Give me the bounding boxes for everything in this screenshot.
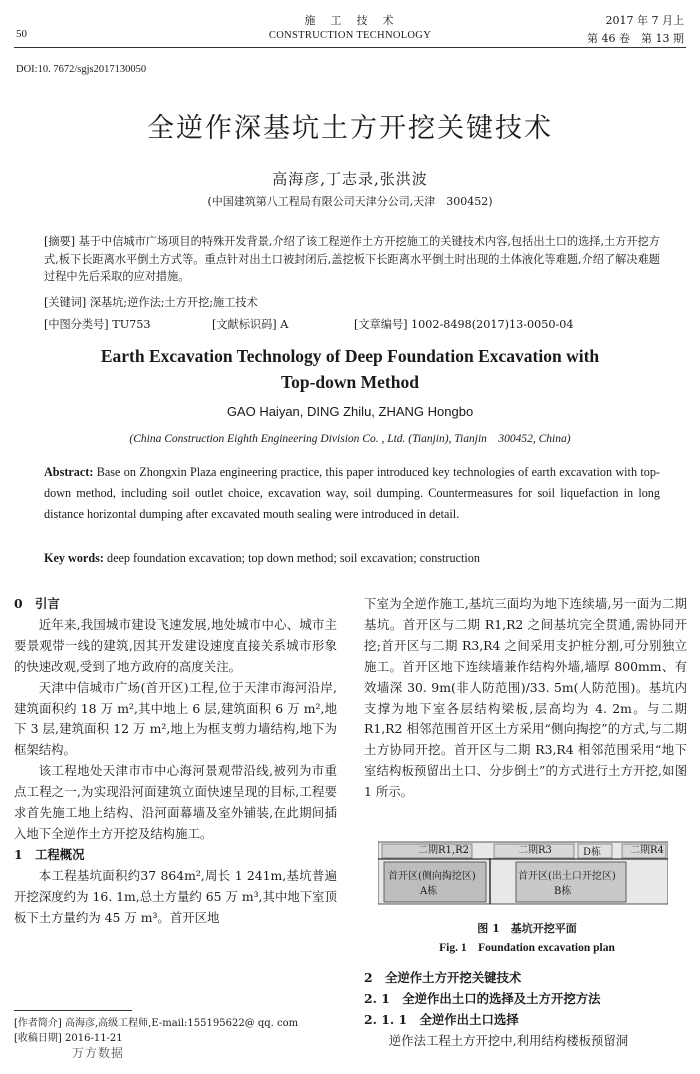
abstract-cn-label: [摘要] [44,235,76,248]
label-building-a: A栋 [420,886,438,897]
authors-cn: 高海彦,丁志录,张洪波 [272,170,428,188]
article-label: [文章编号] [354,318,408,331]
paper-title-en-line1: Earth Excavation Technology of Deep Foundation Excavation with [100,346,600,366]
abstract-en-text: Base on Zhongxin Plaza engineering practice, this paper introduced key technologies of earth excavation with top-down method, including soil outlet choice, excavation way, soil dumping. Countermeasures for soil liquefaction in long distance horizontal dumping after excavated mouth sealing were introduced in detail. [44,465,660,521]
paragraph: 逆作法工程土方开挖中,利用结构楼板预留洞 [388,1032,629,1048]
figure-caption-en: Fig. 1 Foundation excavation plan [439,942,615,954]
left-column [14,594,337,929]
paragraph: 该工程地处天津市市中心海河景观带沿线,被列为市重点工程之一,为实现沿河面建筑立面快速呈现的目标,工程要求首先施工地上结构、沿河面幕墙及室外铺装,在此期间插入地下全逆作土方开挖及结构施工。 [14,763,337,841]
journal-name-en: CONSTRUCTION TECHNOLOGY [268,30,432,41]
keywords-cn [44,294,258,310]
keywords-en-label: Key words [44,551,100,565]
abstract-en: Abstract: Base on Zhongxin Plaza engineering practice, this paper introduced key technologies of earth excavation with top-down method, including soil outlet choice, excavation way, soil dumping. Countermeasures for soil liquefaction in long distance horizontal dumping after excavated mouth sealing were introduced in detail. [44,465,660,521]
abstract-en-label: Abstract [44,465,90,479]
label-building-b: B栋 [554,886,572,897]
label-zone-a: 首开区(侧向掏挖区) [388,871,476,882]
right-column-bottom [364,968,687,1052]
label-zone-b: 首开区(出土口开挖区) [518,871,616,882]
paper-title-en-line2: Top-down Method [281,372,419,392]
issue-date: 2017 年 7 月上 [605,14,684,27]
authors-en: GAO Haiyan, DING Zhilu, ZHANG Hongbo [226,404,474,419]
paper-title-cn: 全逆作深基坑土方开挖关键技术 [147,113,553,144]
watermark: 万方数据 [72,1046,125,1060]
label-r4: 二期R4 [630,845,664,856]
paragraph: 近年来,我国城市建设飞速发展,地处城市中心、城市主要景观带一线的建筑,因其开发建设速度直接关系城市形象的快速改观,受到了地方政府的高度关注。 [14,616,337,674]
doc-code [212,316,288,332]
keywords-cn-label: [关键词] [44,296,87,309]
section-0-heading: 0 引言 [14,596,60,611]
doc-value: A [280,318,289,331]
section-1-heading: 1 工程概况 [14,846,85,862]
clc-label: [中图分类号] [44,318,109,331]
doi: DOI:10. 7672/sgjs2017130050 [16,64,147,75]
issue-volume: 第 46 卷 第 13 期 [587,32,684,45]
keywords-en-text: deep foundation excavation; top down method; soil excavation; construction [106,551,480,565]
abstract-cn [44,233,660,286]
article-number [354,316,573,332]
author-footnote-text: 高海彦,高级工程师,E-mail:155195622@ qq. com [65,1018,299,1029]
article-value: 1002-8498(2017)13-0050-04 [411,318,574,331]
label-r1r2: 二期R1,R2 [418,845,469,856]
paper-title-en [0,343,700,395]
figure-1 [378,840,668,906]
clc-number [44,316,150,332]
paragraph: 本工程基坑面积约37 864m²,周长 1 241m,基坑普遍开挖深度约为 16. 1m,总土方量约 65 万 m³,其中地下室顶板下土方量约为 45 万 m³。首开区地 [14,867,337,925]
keywords-cn-text: 深基坑;逆作法;土方开挖;施工技术 [89,296,258,309]
paragraph: 天津中信城市广场(首开区)工程,位于天津市海河沿岸,建筑面积约 18 万 m²,其中地上 6 层,建筑面积 6 万 m²,地下 3 层,建筑面积 12 万 m²,地上为框支剪力墙结构,地下为框架结构。 [14,679,337,758]
label-r3: 二期R3 [518,845,552,856]
section-2-heading: 2 全逆作土方开挖关键技术 [364,970,522,985]
label-d: D栋 [583,847,602,858]
header-rule [14,47,686,48]
affiliation-en: (China Construction Eighth Engineering Division Co. , Ltd. (Tianjin), Tianjin 300452, China) [129,433,571,445]
abstract-cn-text: 基于中信城市广场项目的特殊开发背景,介绍了该工程逆作土方开挖施工的关键技术内容,包括出土口的选择,土方开挖方式,板下长距离水平倒土方式等。重点针对出土口被封闭后,盖挖板下长距离水平倒土时出现的土体液化等难题,介绍了解决难题过程中先后采取的应对措施。 [44,235,660,283]
section-2-1-heading: 2. 1 全逆作出土口的选择及土方开挖方法 [364,990,601,1006]
paragraph: 下室为全逆作施工,基坑三面均为地下连续墙,另一面为二期基坑。首开区与二期 R1,R2 之间基坑完全贯通,需协同开挖;首开区与二期 R3,R4 之间采用支护桩分割,可分别独立施工。首开区地下连续墙兼作结构外墙,墙厚 800mm、有效墙深 30. 9m(非人防范围)/33. 5m(人防范围)。基坑内支撑为地下室各层结构梁板,层高均为 4. 2m。与二期 R1,R2 相邻范围首开区土方采用“侧向掏挖”的方式,与二期土方协同开挖。首开区与二期 R3,R4 相邻范围采用“地下室结构板预留出土口、分步倒土”的方式进行土方开挖,如图 1 所示。 [364,596,687,800]
author-footnote-label: [作者简介] [14,1018,62,1029]
right-column-top [364,594,687,803]
page-number: 50 [16,28,27,40]
received-date-text: 2016-11-21 [65,1033,123,1044]
journal-name-cn: 施 工 技 术 [304,14,396,27]
received-date-label: [收稿日期] [14,1033,62,1044]
keywords-en: Key words: deep foundation excavation; top down method; soil excavation; construction [44,551,480,565]
doc-label: [文献标识码] [212,318,277,331]
section-2-1-1-heading: 2. 1. 1 全逆作出土口选择 [364,1011,519,1027]
author-footnote [14,1017,298,1031]
figure-caption-cn: 图 1 基坑开挖平面 [477,922,577,935]
footnote-rule [14,1010,132,1011]
clc-value: TU753 [112,318,151,331]
affiliation-cn: (中国建筑第八工程局有限公司天津分公司,天津 300452) [207,195,493,208]
